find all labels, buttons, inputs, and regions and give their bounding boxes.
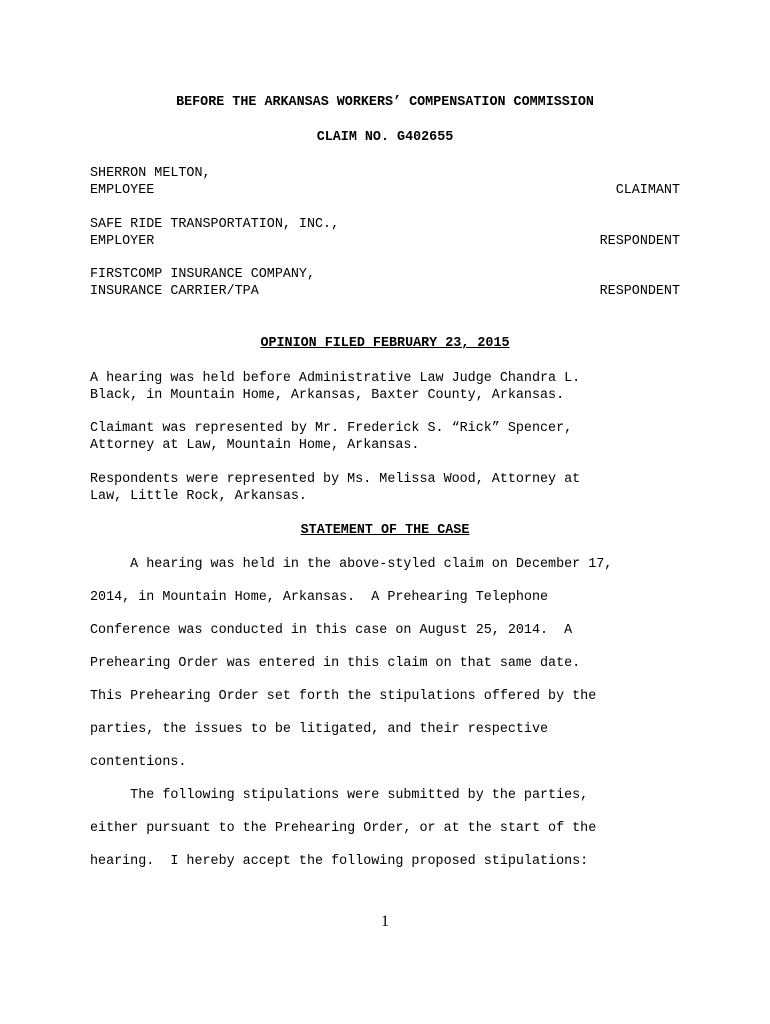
text-line: Attorney at Law, Mountain Home, Arkansas.	[90, 438, 420, 453]
text-line: Law, Little Rock, Arkansas.	[90, 489, 307, 504]
commission-heading: BEFORE THE ARKANSAS WORKERS’ COMPENSATION COMMISSION	[176, 95, 594, 110]
party-designation: RESPONDENT	[599, 234, 680, 249]
text-line: contentions.	[90, 755, 187, 770]
intro-paragraph-respondent-counsel	[90, 471, 690, 505]
text-line: Black, in Mountain Home, Arkansas, Baxter County, Arkansas.	[90, 388, 565, 403]
text-line: parties, the issues to be litigated, and their respective	[90, 722, 549, 737]
text-line: This Prehearing Order set forth the stipulations offered by the	[90, 689, 597, 704]
opinion-filed-heading: OPINION FILED FEBRUARY 23, 2015	[260, 336, 510, 351]
text-line: A hearing was held before Administrative Law Judge Chandra L.	[90, 371, 581, 386]
intro-paragraph-hearing	[90, 370, 690, 404]
party-role: EMPLOYER	[90, 234, 155, 249]
text-line: 2014, in Mountain Home, Arkansas. A Prehearing Telephone	[90, 590, 549, 605]
claim-number: CLAIM NO. G402655	[316, 130, 454, 145]
party-name: SHERRON MELTON,	[90, 166, 211, 181]
party-name: FIRSTCOMP INSURANCE COMPANY,	[90, 267, 315, 282]
text-line: Claimant was represented by Mr. Frederick S. “Rick” Spencer,	[90, 421, 573, 436]
intro-paragraph-claimant-counsel	[90, 420, 690, 454]
text-line: A hearing was held in the above-styled claim on December 17,	[90, 557, 613, 572]
party-designation: CLAIMANT	[615, 183, 680, 198]
statement-heading: STATEMENT OF THE CASE	[300, 523, 470, 538]
party-name: SAFE RIDE TRANSPORTATION, INC.,	[90, 217, 340, 232]
party-designation: RESPONDENT	[599, 284, 680, 299]
statement-body	[90, 556, 690, 886]
party-role: INSURANCE CARRIER/TPA	[90, 284, 259, 299]
text-line: either pursuant to the Prehearing Order, or at the start of the	[90, 821, 597, 836]
page-number: 1	[381, 913, 389, 930]
text-line: Respondents were represented by Ms. Melissa Wood, Attorney at	[90, 472, 581, 487]
party-role: EMPLOYEE	[90, 183, 155, 198]
text-line: Prehearing Order was entered in this claim on that same date.	[90, 656, 581, 671]
text-line: The following stipulations were submitted by the parties,	[90, 788, 589, 803]
text-line: Conference was conducted in this case on August 25, 2014. A	[90, 623, 573, 638]
text-line: hearing. I hereby accept the following proposed stipulations:	[90, 854, 589, 869]
